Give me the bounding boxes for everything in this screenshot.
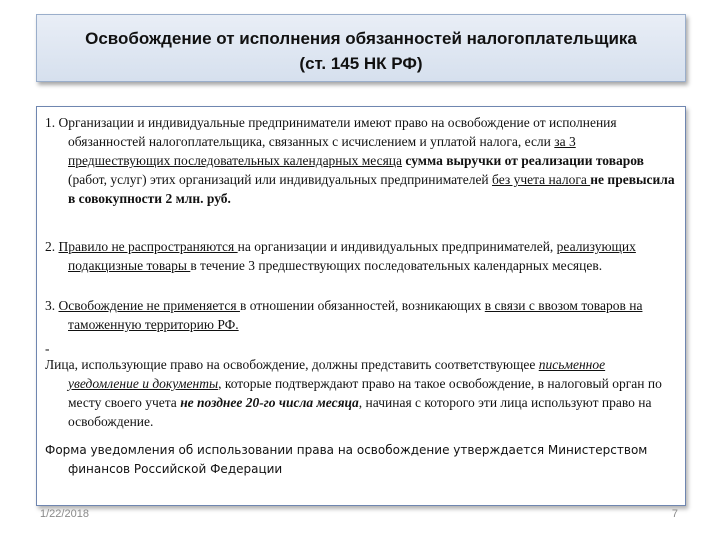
paragraph-1: 1. Организации и индивидуальные предприниматели имеют право на освобождение от исполнения обязанностей налогоплательщика, связанных с исчислением и уплатой налога, если за 3 предшествующих последовательных календарных месяца сумма выручки от реализации товаров (работ, услуг) этих организаций или индивидуальных предпринимателей без учета налога не превысила в совокупности 2 млн. руб. (45, 115, 675, 206)
paragraph-3: 3. Освобождение не применяется в отношении обязанностей, возникающих в связи с ввозом товаров на таможенную территорию РФ. (45, 298, 643, 332)
paragraph-4: Лица, использующие право на освобождение, должны представить соответствующее письменное уведомление и документы, которые подтверждают право на такое освобождение, в налоговый орган по месту своего учета не позднее 20-го числа месяца, начиная с которого эти лица используют право на освобождение. (45, 357, 662, 429)
footer-page-number: 7 (671, 508, 678, 520)
slide-title-reference: (ст. 145 НК РФ) (299, 54, 423, 73)
slide-title-box (36, 14, 686, 82)
paragraph-2: 2. Правило не распространяются на организации и индивидуальных предпринимателей, реализующих подакцизные товары в течение 3 предшествующих последовательных календарных месяцев. (45, 239, 636, 273)
paragraph-5: Форма уведомления об использовании права на освобождение утверждается Министерством финансов Российской Федерации (45, 443, 648, 476)
footer-date: 1/22/2018 (40, 508, 89, 520)
content-box (36, 106, 686, 506)
slide-title: Освобождение от исполнения обязанностей налогоплательщика (85, 29, 637, 48)
bullet-marker: - (45, 341, 50, 356)
